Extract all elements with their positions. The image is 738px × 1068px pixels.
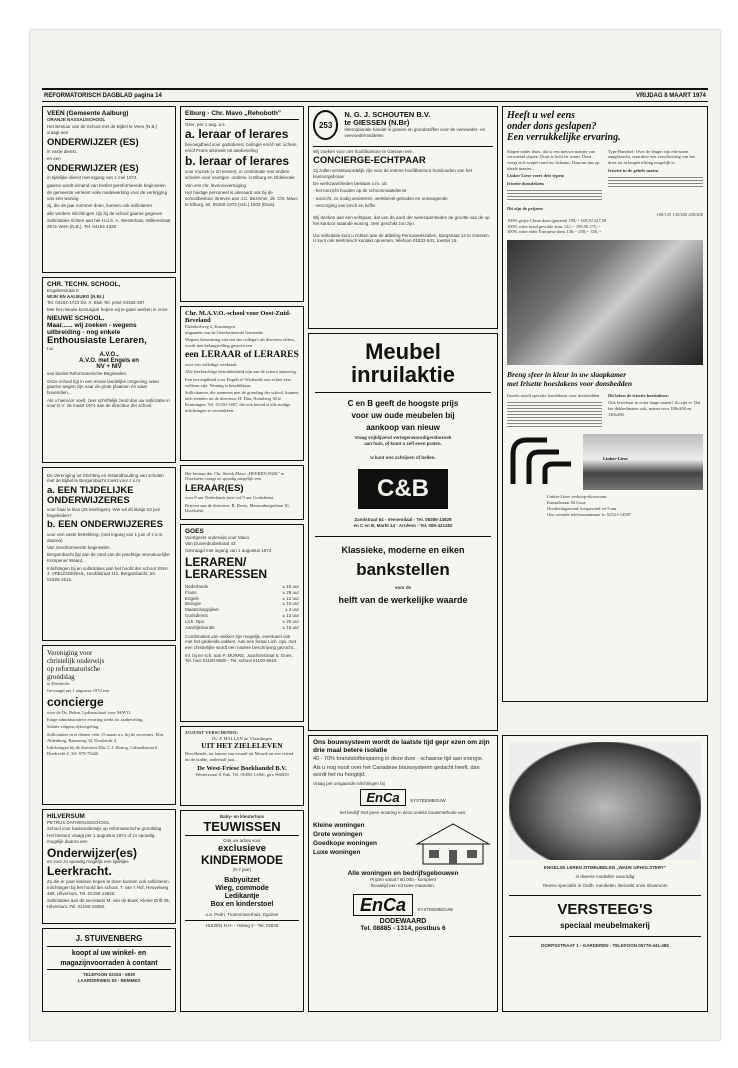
price-row: 100% grijze China dons (ganzen) 100,-- 169,50 227,50 <box>507 217 607 223</box>
subject-name: Aardrijkskunde <box>185 624 215 630</box>
ad-bullet: de gemeente verleent volle medewerking voor de verkrijging van een woning <box>47 189 168 201</box>
ad-veen <box>42 106 176 273</box>
ad-title: KINDERMODE <box>200 853 283 868</box>
ad-job: een LERAAR of LERARES <box>185 349 299 360</box>
ad-text: (0-7 jaar) <box>232 866 252 872</box>
subject-name: Lich. Opv. <box>185 618 205 624</box>
ad-job: a. EEN TIJDELIJKE ONDERWIJZERES <box>47 484 134 506</box>
ad-text: Dit laken de irisette hoeslakens: <box>608 392 669 398</box>
subject-hours: ± 12 uur <box>282 613 299 619</box>
ad-title: op reformatorische <box>47 665 101 673</box>
ad-text: van beslist Reformatorische Beginselen. <box>47 371 128 377</box>
ad-reply: Sollicitaties richten aan het H.d.S. A. Westerbuis, Willemstraat 28 te Veen (N.B.). Tel. 04164-1330 <box>47 217 171 229</box>
ad-job: LERAREN/ LERARESSEN <box>185 554 268 582</box>
ad-zielen <box>180 726 304 806</box>
ad-reply: Het huidige personeel is uiteraard ook bij de schoolbestuur. Brieven aan J.C. Bezemer, dir. Chr. Mavo te Elburg, tel. 05250-1373 (sch.) 1503 (thuis). <box>185 189 298 207</box>
ad-reply: Als u hiervoor voelt, zeer schriftelijk zend dan uw sollicitatie in voor D.V. 26 maart 1974 aan de directeur der school. <box>47 397 170 409</box>
ad-bullet: zij, die de jaar nummer doen, kunnen ook solliciteren <box>47 203 153 209</box>
ad-subject: NV + NIV <box>96 363 122 370</box>
subject-list <box>185 584 299 631</box>
ad-text: U kunt ons schrijven of bellen. <box>370 454 436 460</box>
ad-text: Van ons chr. levensovertuiging <box>185 182 246 188</box>
subject-hours: ± 15 uur <box>282 624 299 630</box>
house-type-entry: Kleine woningen <box>313 822 365 830</box>
ad-title: christelijk onderwijs <box>47 657 105 665</box>
ad-text: Ook leverbaar in extra lange maten? Zo zijn er. Dat het dekbedmaten ook, maten voor 100x200 en 140x200 <box>608 400 701 417</box>
ad-job: ONDERWIJZER (ES) <box>47 162 139 174</box>
house-type-entry: Luxe woningen <box>313 849 361 857</box>
ad-text: DORPSSTRAAT 1 - GARDEREN - TELEFOON 05776-441-485 <box>541 943 669 949</box>
ad-headline: inruilaktie <box>351 362 455 388</box>
ad-headline: Een verrukkelijke ervaring. <box>507 132 621 143</box>
ad-text: en een <box>47 156 61 162</box>
ad-text: - toezicht, zo nodig assisteren, werkbevel geboden en ontvangende <box>313 195 448 201</box>
ad-text: Bouwtijd een tot twee maanden. <box>370 883 436 889</box>
ad-subtitle: ORANJE NASSAUSCHOOL <box>47 117 106 123</box>
masthead-date: VRIJDAG 8 MAART 1974 <box>635 92 706 99</box>
ad-text: en C en B, Markt 14 - Arnhem - Tel. 085-421482 <box>353 522 453 528</box>
ad-text: De werkzaamheden bestaan o.m. uit: <box>313 181 388 186</box>
subject-row <box>185 625 299 631</box>
chesterfield-chair-photo <box>509 742 701 860</box>
ad-text: ENGELSE LEREN ZITMEUBELEN „WADE UPHOLSTERY” <box>543 865 667 870</box>
ad-text: TELEFOON 02153 - 6930 <box>82 971 136 977</box>
masthead <box>42 88 708 102</box>
ad-text: WIJK EN AALBURG (N.Br.) <box>47 293 105 299</box>
newspaper-page <box>30 30 720 1040</box>
ad-text: uitgaande van de Gereformeerde Gemeente <box>185 330 264 336</box>
ad-text: en voor zo spoedig mogelijk een tijdelijke <box>47 859 129 865</box>
ad-job: a. leraar of lerares <box>185 126 289 141</box>
price-row: 100% witte koud gevulde dons 122,-- 199,50 275,-- <box>507 223 601 229</box>
ad-job: concierge <box>47 694 104 709</box>
ad-text: Elzenhofweg 2, Kruiningen <box>185 324 235 330</box>
ad-job: Leerkracht. <box>47 863 112 878</box>
bedroom-photo <box>507 240 703 365</box>
ad-job: Onderwijzer(es) <box>47 845 138 860</box>
ad-text: Alle woningen en bedrijfsgebouwen <box>347 870 459 878</box>
ad-text: Type Bundool: Over de lengte zijn eik-noten aangebracht, waardoor een verschuiving van het dons tot in lengterichting mogelijk is. <box>608 148 695 166</box>
ad-text: Vraag vrijblijvend vertegenwoordigersbezoek <box>354 435 452 441</box>
ad-text: aankoop van nieuw <box>366 423 440 433</box>
ad-headline: met Irisette hoeslakens voor donsbedden <box>507 379 632 389</box>
ad-text: Engelenstraat 6 <box>47 288 79 294</box>
ad-text: ZOJUIST VERSCHENEN: <box>185 730 238 735</box>
ad-subject: A.V.O., <box>99 351 119 358</box>
ad-title: HILVERSUM <box>47 813 85 820</box>
ad-text: bevoegdheid voor godsdienst, biologie en/of nat. schiek, en/of Frans alsmede tot aanbeveling <box>185 142 298 153</box>
store-sign: Linker-Liese <box>603 456 628 462</box>
house-type-list <box>313 820 409 866</box>
ad-text: Onze school ligt in een mooie landelijke omgeving, waar gaarne wegen zijn naar de grote plaatsen en waar bovendien... <box>47 378 160 396</box>
ad-text: te Dordrecht <box>47 681 70 686</box>
ad-text: School voor basisonderwijs op reformatorische grondslag <box>47 825 162 831</box>
ad-text: DODEWAARD <box>379 917 427 925</box>
ad-text: Een bevoegdheid voor Engels of Wiskunde zou echter zeer welkom zijn. Woning is beschikbaar. <box>185 376 292 388</box>
subject-name: Biologie <box>185 601 202 607</box>
ad-bouwsysteem <box>308 735 498 1012</box>
item-list-entry: Box en kinderstoel <box>210 900 274 908</box>
ad-versteeg <box>502 735 708 1012</box>
ad-text: Gevraagd met ingang van 1 augustus 1974 <box>185 548 272 554</box>
ad-text: Internationale handel in granen en grondstoffen voor de veevoeder- en veevoedermiddelen <box>344 127 486 139</box>
ad-vereniging-dordrecht <box>42 645 176 805</box>
ad-text: Zo die er paar klassen hopen te doen kunnen ook solliciteren. Inlichtingen bij het hoofd der school, T. van 't Hof, Heuvelweg 489, Hilversum. Tel. 02150-14620. <box>47 879 170 896</box>
ad-text: Dit zijn de prijzen: <box>507 206 544 212</box>
ad-job: Enthousiaste Leraren, <box>47 334 147 346</box>
subject-name: Frans <box>185 589 197 595</box>
ad-text: Bergambacht ligt aan de rand van de prachtige vennatuurlijke Krimpener Waard... <box>47 552 170 564</box>
ad-text: SYSTEEMBOUW <box>410 798 446 804</box>
house-drawing-icon <box>413 820 493 866</box>
ad-title: te GIESSEN (N.Br) <box>344 118 410 128</box>
ad-title: Vereniging voor <box>47 649 93 657</box>
ad-text: Ook uw adres voor <box>223 838 261 844</box>
ad-text: Van Gereformeerde beginselen. <box>47 544 111 550</box>
ad-text: - het toezicht houden op de schoonmaakdienst <box>313 188 407 194</box>
subject-hours: ± 29 uur <box>282 589 299 595</box>
ad-text: Wij zoeken voor ons hoofdkantoor te Giessen een <box>313 149 413 154</box>
ad-text: Salaris volgens rijksregeling. <box>47 724 100 730</box>
ad-text: voor 8 uur Nederlands (niet wd 9 uur Godsdienst. <box>185 495 275 501</box>
ad-reply: Sollicitaties in te dienen vóór 15 maart a.s. bij de secretaris, Elm. Aldenburg, Raamweg 34, Dordrecht 4. <box>47 731 165 743</box>
ad-text: HUIZEN N.H. - Hobeg 2 - Tel. 02836 <box>205 922 279 928</box>
ad-reply: Uw sollicitatie kunt u richten aan de afdeling Personeelszaken, Burgstraat 12 te Giessen. U kunt ook telefonisch kontakt opnemen, telefoon 01832-541, toestel 15. <box>313 232 490 244</box>
ad-text: helft van de werkelijke waarde <box>338 595 468 606</box>
ad-text: Enige administratieve ervaring strekt tot aanbeveling. <box>47 717 144 723</box>
subject-name: Nederlands <box>185 583 209 589</box>
ad-text: Het bestuur der Chr. Streek Mavo „HEEREN-DIJK” te IJsselstein vraagt zo spoedig mogelijk een <box>185 470 285 482</box>
ad-job: CONCIERGE-ECHTPAAR <box>313 155 426 167</box>
ad-text: C en B geeft de hoogste prijs <box>347 399 459 409</box>
ad-reply: Sollicitaties aan de secretaris M. van de Boek, Kleine Drift 49, Hilversum. Tel. 02150-16082. <box>47 898 170 909</box>
ad-job: b. EEN ONDERWIJZERES <box>47 519 163 531</box>
ad-text: Wij denken aan een echtpaar, dat van de aard der werkzaamheden de grootte van de op het kantoor staande woning, zeer geschikt zou zijn. <box>313 214 490 226</box>
ad-headline: bankstellen <box>356 560 450 580</box>
ad-text: Irisette donsdekens <box>507 180 545 186</box>
ad-reply: Brieven aan de directeur: B. Drees, Mensonbergerlaan 10, IJsselstein <box>185 502 290 514</box>
ad-schouten <box>308 106 498 329</box>
linker-liese-logo-icon <box>507 434 577 490</box>
ad-reply: Inlichtingen bij en sollicitaties aan het hoofd der school: ENH. J. VREUGDENHIL, Hoofdstraat 111, Bergambacht, tel. 01828-1512. <box>47 565 169 583</box>
ad-oost-zuid-beveland <box>180 306 304 461</box>
ad-job: LERAAR(ES) <box>185 482 244 494</box>
ad-text: Wegens benoeming van een der collega's als directeur elders, wordt met belangstelling gezocht een <box>185 337 296 349</box>
ad-text: Het bestuur vraagt per 1 augustus 1974 of zo spoedig mogelijk daarna een <box>47 833 155 845</box>
ad-reply: Inl. bij en sch. aan P. MURRE, Joachimstraat 5, Goes. Tel. huis 01100-6600 - Tel. school 01100-6618 <box>185 652 293 664</box>
ad-meubel-inruilaktie <box>308 333 498 731</box>
ad-text: Linker Liese voert drie typen: <box>507 173 565 179</box>
ad-text: Alle leerkrachtige betrokkenheid zijn aan de school aanwezig. <box>185 369 297 375</box>
ad-title: VEEN (Gemeente Aalburg) <box>47 110 129 117</box>
ad-title: GOES <box>185 528 204 535</box>
ad-headline: onder dons geslapen? <box>507 121 597 132</box>
ad-text: Westerstraat 8, Enk. Tel. 05380-13366, giro 966839 <box>195 771 289 777</box>
ad-title: grondslag <box>47 673 75 681</box>
ad-text: Zandstraat 64 - Veenendaal - Tel. 08385-14828 <box>354 516 452 522</box>
ad-text: Prijzen vanaf f 60.000,- kompleet <box>370 877 436 883</box>
enca-logo-large: EnCa <box>353 894 413 916</box>
ad-teuwissen <box>180 810 304 1012</box>
ad-text: Irisette in de gehele maten <box>608 167 659 173</box>
ad-elburg <box>180 106 304 302</box>
ad-text: Ds. P. MALLAN uit Vlaardingen <box>212 735 272 741</box>
ad-text: voor de Ds. Beltm. Lydianschool voor MAVO. <box>47 709 132 715</box>
ad-text: Tevens specialist in Oudh. meubelen. Bezoekt onze showroom <box>542 882 668 888</box>
ad-text: voor de <box>394 585 412 591</box>
ad-title: UIT HET ZIELELEVEN <box>201 740 283 750</box>
company-logo-icon: 253 <box>313 110 338 140</box>
ad-text: Als u nog nooit over het Canadese bouwsysteem gedacht heeft, dan wordt het nu hoogtijd. <box>313 764 480 778</box>
ad-text: Linker-Liese verkoop-showroom <box>547 494 607 500</box>
ad-text: in tijdelijke dienst met ingang van 1 mei 1974. <box>47 175 138 181</box>
subject-hours: ± 20 uur <box>282 618 299 624</box>
ad-text: Tel. 04164-1723 Dir. A. Blok Tel. privé 04165-397 <box>47 299 145 305</box>
ad-text: Klassieke, moderne en eiken <box>341 545 465 556</box>
ad-text: PETRUS DATHENUSSCHOOL <box>47 820 110 826</box>
cb-logo: C&B <box>358 469 448 509</box>
ad-text: De West-Friese Boekhandel B.V. <box>197 764 287 772</box>
ad-text: o.a. Pedri, Troommsverhuis, Egoiner <box>205 911 279 917</box>
ad-text: voor uw oude meubelen bij <box>351 411 455 421</box>
ad-text: exclusieve <box>217 843 267 855</box>
ad-text: Donderdagavond: koopavond tot 9 uur <box>547 505 617 511</box>
house-type-entry: Grote woningen <box>313 831 363 839</box>
ad-text: magazijnvoorraden à contant <box>60 959 158 967</box>
ad-text: voor een volledige weektaak. <box>185 362 238 368</box>
ad-hilversum <box>42 809 176 924</box>
masthead-paper: REFORMATORISCH DAGBLAD pagina 14 <box>44 92 162 99</box>
ad-headline: Breng sfeer in kleur in uw slaapkamer <box>507 370 627 380</box>
ad-title: VERSTEEG'S <box>557 900 653 918</box>
ad-text: LAARDERWEG 63 - BEMMES <box>77 977 141 983</box>
ad-text: het bedrijf met jaren ervaring in deze unieke bouwmethode van: <box>339 810 467 816</box>
ad-title: Elburg - Chr. Mavo „Rehoboth” <box>185 110 282 117</box>
ad-job: ONDERWIJZER (ES) <box>47 136 139 148</box>
ad-headline: Heeft u wel eens <box>507 110 576 121</box>
item-list <box>185 877 299 908</box>
subject-name: Godsdienst <box>185 613 208 619</box>
item-list-entry: Ledikantje <box>224 892 260 900</box>
subject-hours: ± 12 uur <box>282 595 299 601</box>
ad-text: Voortgezet onderwijs voor Mavo <box>185 535 250 541</box>
ad-bullet: gaarne wordt iemand van beslist gereformeerde beginselen <box>47 182 166 188</box>
ad-title: N. G. J. SCHOUTEN B.V. <box>344 109 431 119</box>
ad-subject: A.V.O. met Engels en <box>79 357 139 364</box>
ad-text: in vaste dienst, <box>47 149 78 155</box>
ad-techn-school <box>42 277 176 463</box>
ad-bullet: alle verdere inlichtingen zijn bij de school gaarne gegeven <box>47 210 163 216</box>
ad-reply: Inlichtingen bij de directeur Dhr. C.J. Hartog, Caliandstraat 6, Dordrecht 4. Tel. 078-70420 <box>47 745 159 756</box>
ad-text: voor muziek (± 20 lessen), in combinatie met andere scholen voor voortgez. onderw. in Elburg en Oldebroek <box>185 169 295 181</box>
store-photo <box>583 434 703 490</box>
ad-text: Slapen onder dons: dat is een nieuwe manier van verwarmd slapen. Dons is licht en warm. Dons voegt zich soepel rond uw lichaam. Daarom dus op ideale manier... <box>507 148 600 172</box>
ad-text: Zij zullen verantwoordelijk zijn voor de interne hoofdkantoor huishouden van het kantoorgebouw <box>313 167 472 179</box>
ad-bergambacht <box>42 467 176 641</box>
ad-text: Het Bestuur van de School met de Bijbel te Veen (N.B.) vraagt een <box>47 124 158 136</box>
ad-text: Maar...... wij zoeken - wegens uitbreiding - nog enkele <box>47 321 137 336</box>
ad-title: CHR. TECHN. SCHOOL, <box>47 281 121 288</box>
subject-hours: ± 10 uur <box>282 583 299 589</box>
item-list-entry: Babyuitzet <box>224 876 260 884</box>
ad-text: Baby- en kleuterhuis <box>219 814 265 819</box>
house-type-entry: Goedkope woningen <box>313 840 377 848</box>
ad-text: Vraag per omgaande inlichtingen bij <box>313 780 385 786</box>
ad-text: Gevr. per 1 aug. a.s. <box>185 122 226 128</box>
item-list-entry: Wieg, commode <box>215 884 269 892</box>
price-row: 100% witte eider Europese dons 140,-- 250,-- 350,-- <box>507 229 602 235</box>
subject-name: Engels <box>185 595 199 601</box>
ad-text: Bevolkende, tot lanoen van essaaif uit Meurdt en een vriend uit de kudde, anderhalf jaar... <box>185 751 294 763</box>
ad-text: Met het nieuwe kursusjaar hopen wij te gaan werken in onze <box>47 307 168 313</box>
ad-text: t.w. <box>47 345 54 351</box>
ad-job: b. leraar of lerares <box>185 154 290 169</box>
ad-text: in diverse modellen voorradig <box>575 873 635 879</box>
ad-goes <box>180 524 304 722</box>
price-header: 100/135 135/200 200/200 <box>656 211 703 217</box>
ad-text: De Vereniging tot Stichting en Instandhouding van scholen met de Bijbel te Bergambacht zoekt voor z.s.m. <box>47 472 164 484</box>
ad-title: Chr. M.A.V.O.-school voor Oost-Zuid-Beveland <box>185 310 292 325</box>
ad-text: Irisette noodt speciale hoeslakens voor donsbedden <box>507 392 600 398</box>
ad-text: Tel. 08885 - 1314, postbus 6 <box>360 924 446 932</box>
ad-text: 40 - 70% brandstofbesparing in deze dure - schaarse tijd aan energie. <box>313 756 484 763</box>
ad-text: Kanaalstraat 84 Lisse <box>547 499 586 505</box>
ad-text: - verzorging van lunch en koffie <box>313 203 376 209</box>
ad-text: Van Duivenbodestraat 43 <box>185 540 236 546</box>
ad-headline: Ons bouwsysteem wordt de laatste tijd gepr ezen om zijn drie maal betere isolatie <box>313 739 490 754</box>
ad-text: Ons centrale telefoonnummer is: 02521-14587 <box>547 511 631 517</box>
subject-name: Maatschappijleer <box>185 607 220 613</box>
enca-logo: EnCa <box>360 789 405 806</box>
ad-headline: Meubel <box>365 339 441 364</box>
ad-text: Gevraagd per 1 augustus 1974 een <box>47 688 110 694</box>
ad-stuivenberg <box>42 928 176 1012</box>
ad-heerendijk <box>180 465 304 520</box>
ad-title: J. STUIVENBERG <box>75 934 143 943</box>
ad-text: voor haar le klas (26 leerlingen). Wie wil dit klasje tot juni begeleiden? <box>47 507 161 518</box>
subject-hours: ± 10 uur <box>282 601 299 607</box>
ad-title: TEUWISSEN <box>203 818 281 834</box>
ad-reply: Sollicitanten, die aanmeen met de gronding der school, kunnen zich wenden tot de directeur, H. Dan, Nonnberg 30 te Kruiningen, Tel. 01130-1467, die ook bereid is alle nodige inlichtingen te verstrekken. <box>185 390 299 413</box>
ad-text: aan huis, of komt u zelf even praten. <box>364 441 442 447</box>
subject-hours: ± 4 uur <box>285 607 299 613</box>
ad-text: koopt al uw winkel- en <box>71 949 147 957</box>
ad-text: NIEUWE SCHOOL. <box>47 314 105 322</box>
ad-linker-liese <box>502 106 708 702</box>
ad-text: SYSTEEMBOUW <box>417 906 453 912</box>
ad-text: Combinaties van vakken zijn mogelijk, eventueel ook met het gedeelde vakken. Aan een leraar Lich. opv. met een christelijke wordt een nadere beschrijving gezocht... <box>185 633 297 651</box>
ad-text: speciaal meubelmakerij <box>560 921 650 931</box>
ad-text: voor een vaste betrekking, (met ingang van 1 juni of z.s.m. daarna) <box>47 531 164 543</box>
